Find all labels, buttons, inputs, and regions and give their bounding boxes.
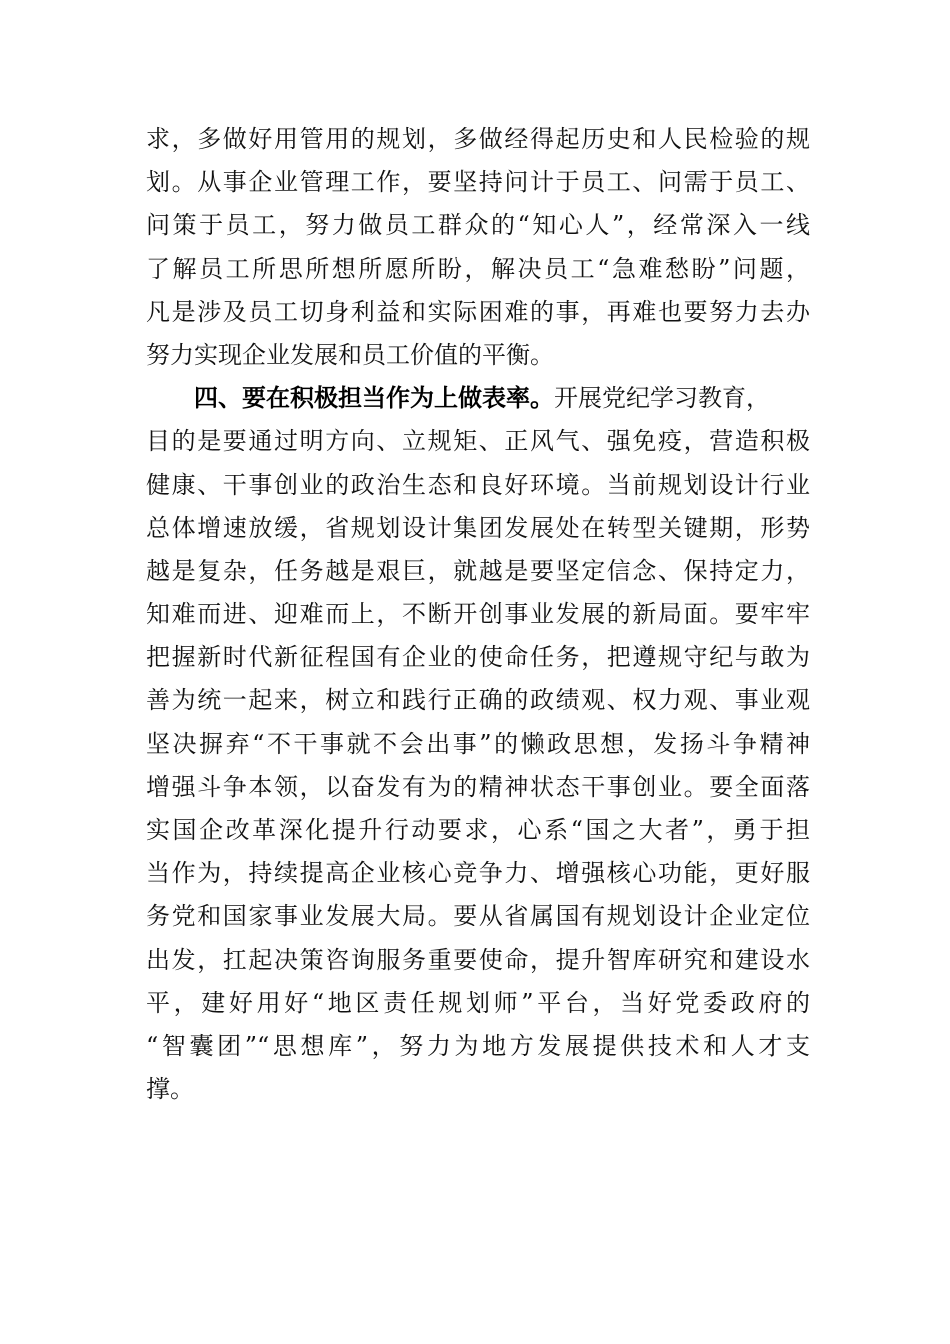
- text-line: 问策于员工，努力做员工群众的“知心人”，经常深入一线: [146, 211, 810, 240]
- text-line: 把握新时代新征程国有企业的使命任务，把遵规守纪与敢为: [146, 643, 810, 672]
- body-text: [146, 118, 810, 1111]
- section-heading: 四、要在积极担当作为上做表率。: [194, 384, 554, 413]
- text-line: 善为统一起来，树立和践行正确的政绩观、权力观、事业观: [146, 686, 810, 715]
- text-line: 知难而进、迎难而上，不断开创事业发展的新局面。要牢牢: [146, 600, 810, 629]
- text-line: 出发，扛起决策咨询服务重要使命，提升智库研究和建设水: [146, 945, 810, 974]
- text-line: 实国企改革深化提升行动要求，心系“国之大者”，勇于担: [146, 816, 810, 844]
- text-line: 目的是要通过明方向、立规矩、正风气、强免疫，营造积极: [146, 427, 810, 456]
- section-heading-line: [146, 377, 810, 420]
- text-line: 求，多做好用管用的规划，多做经得起历史和人民检验的规: [146, 125, 810, 153]
- text-line: 越是复杂，任务越是艰巨，就越是要坚定信念、保持定力，: [146, 556, 810, 585]
- text-line: 划。从事企业管理工作，要坚持问计于员工、问需于员工、: [146, 168, 810, 197]
- text-line: 增强斗争本领，以奋发有为的精神状态干事创业。要全面落: [146, 772, 810, 801]
- text-line: 坚决摒弃“不干事就不会出事”的懒政思想，发扬斗争精神: [146, 729, 810, 758]
- text-line: 务党和国家事业发展大局。要从省属国有规划设计企业定位: [146, 902, 810, 931]
- text-line: 平，建好用好“地区责任规划师”平台，当好党委政府的: [146, 988, 810, 1017]
- text-line: 健康、干事创业的政治生态和良好环境。当前规划设计行业: [146, 470, 810, 499]
- text-line: 总体增速放缓，省规划设计集团发展处在转型关键期，形势: [146, 513, 810, 542]
- text-line: 撑。: [146, 1075, 194, 1104]
- text-line: 了解员工所思所想所愿所盼，解决员工“急难愁盼”问题，: [146, 254, 810, 283]
- text-line: 努力实现企业发展和员工价值的平衡。: [146, 340, 554, 369]
- text-line: 凡是涉及员工切身利益和实际困难的事，再难也要努力去办: [146, 297, 810, 326]
- text-line: “智囊团”“思想库”，努力为地方发展提供技术和人才支: [146, 1031, 810, 1060]
- text-line: 当作为，持续提高企业核心竞争力、增强核心功能，更好服: [146, 859, 810, 888]
- section-lead-text: 开展党纪学习教育，: [554, 384, 770, 413]
